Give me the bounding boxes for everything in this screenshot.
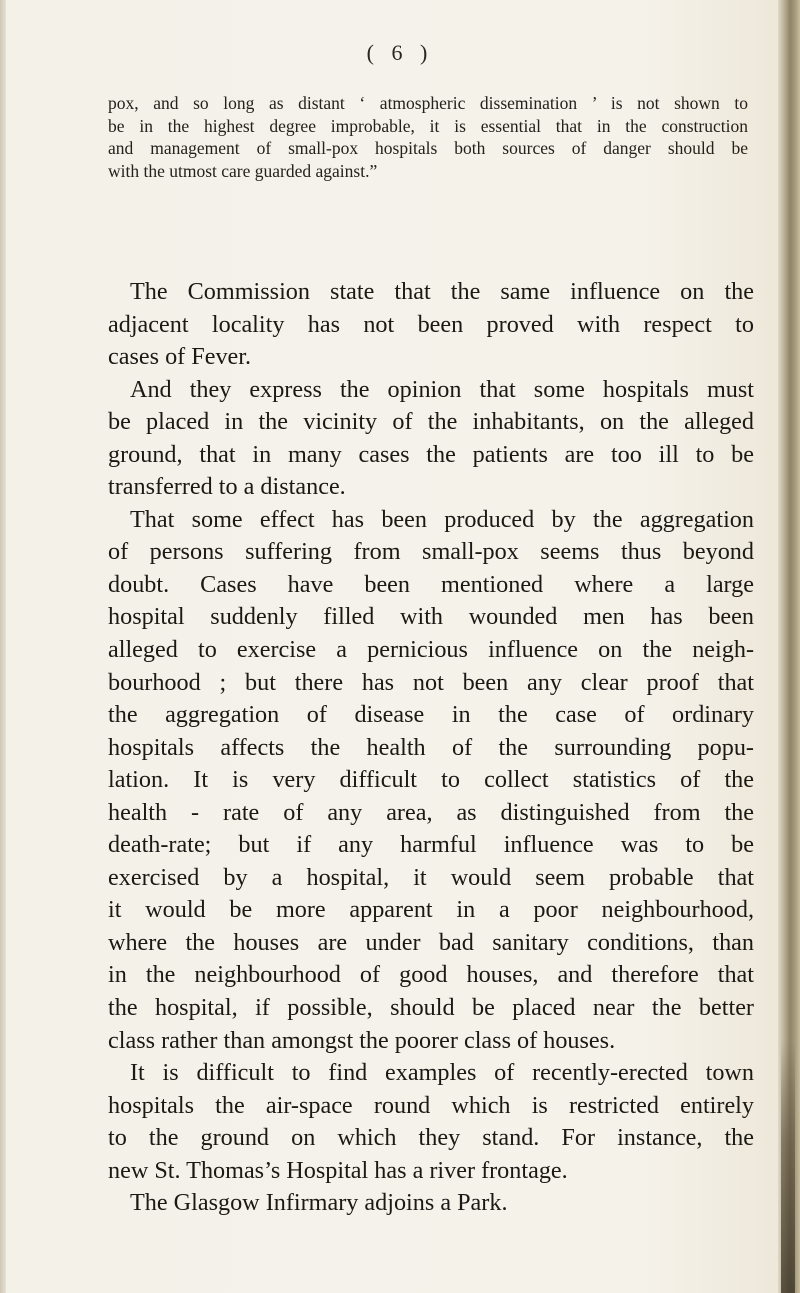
- body-line: hospitals the air-space round which is restricted entirely: [108, 1091, 754, 1119]
- binding-shadow: [781, 1040, 795, 1293]
- body-line: the hospital, if possible, should be placed near the better: [108, 994, 754, 1022]
- page-left-edge: [0, 0, 6, 1293]
- body-line: of persons suffering from small-pox seems thus beyond: [108, 538, 754, 566]
- body-line: The Commission state that the same influence on the: [130, 278, 754, 305]
- body-line: exercised by a hospital, it would seem probable that: [108, 863, 754, 891]
- body-line: adjacent locality has not been proved with respect to: [108, 310, 754, 338]
- body-line: it would be more apparent in a poor neighbourhood,: [108, 896, 754, 924]
- body-line: And they express the opinion that some hospitals must: [130, 375, 754, 403]
- body-text: [108, 276, 754, 1220]
- body-line: class rather than amongst the poorer class of houses.: [108, 1026, 616, 1054]
- body-line: health - rate of any area, as distinguished from the: [108, 798, 754, 826]
- body-line: That some effect has been produced by the aggregation: [130, 505, 754, 533]
- body-line: in the neighbourhood of good houses, and therefore that: [108, 961, 754, 989]
- page-number: ( 6 ): [366, 40, 434, 65]
- quote-line: with the utmost care guarded against.”: [108, 160, 378, 181]
- body-line: doubt. Cases have been mentioned where a large: [108, 570, 754, 598]
- body-line: death-rate; but if any harmful influence was to be: [108, 831, 754, 859]
- body-line: bourhood ; but there has not been any clear proof that: [108, 668, 754, 696]
- body-line: hospitals affects the health of the surrounding popu-: [108, 733, 754, 761]
- body-line: new St. Thomas’s Hospital has a river frontage.: [108, 1156, 568, 1184]
- body-line: It is difficult to find examples of recently-erected town: [130, 1059, 754, 1087]
- body-line: where the houses are under bad sanitary conditions, than: [108, 928, 754, 956]
- body-line: be placed in the vicinity of the inhabitants, on the alleged: [108, 408, 754, 436]
- body-line: The Glasgow Infirmary adjoins a Park.: [130, 1189, 508, 1217]
- body-line: alleged to exercise a pernicious influence on the neigh-: [108, 636, 754, 664]
- body-line: the aggregation of disease in the case of ordinary: [108, 701, 754, 729]
- quote-line: and management of small-pox hospitals both sources of danger should be: [108, 138, 748, 158]
- quoted-passage: [108, 92, 748, 182]
- body-line: hospital suddenly filled with wounded men has been: [108, 603, 754, 631]
- body-line: ground, that in many cases the patients are too ill to be: [108, 440, 754, 468]
- quote-line: be in the highest degree improbable, it is essential that in the construction: [108, 115, 748, 136]
- body-line: lation. It is very difficult to collect statistics of the: [108, 766, 754, 794]
- body-line: to the ground on which they stand. For instance, the: [108, 1124, 754, 1152]
- quote-line: pox, and so long as distant ‘ atmospheric dissemination ’ is not shown to: [108, 93, 748, 113]
- body-line: cases of Fever.: [108, 343, 252, 371]
- body-line: transferred to a distance.: [108, 473, 346, 501]
